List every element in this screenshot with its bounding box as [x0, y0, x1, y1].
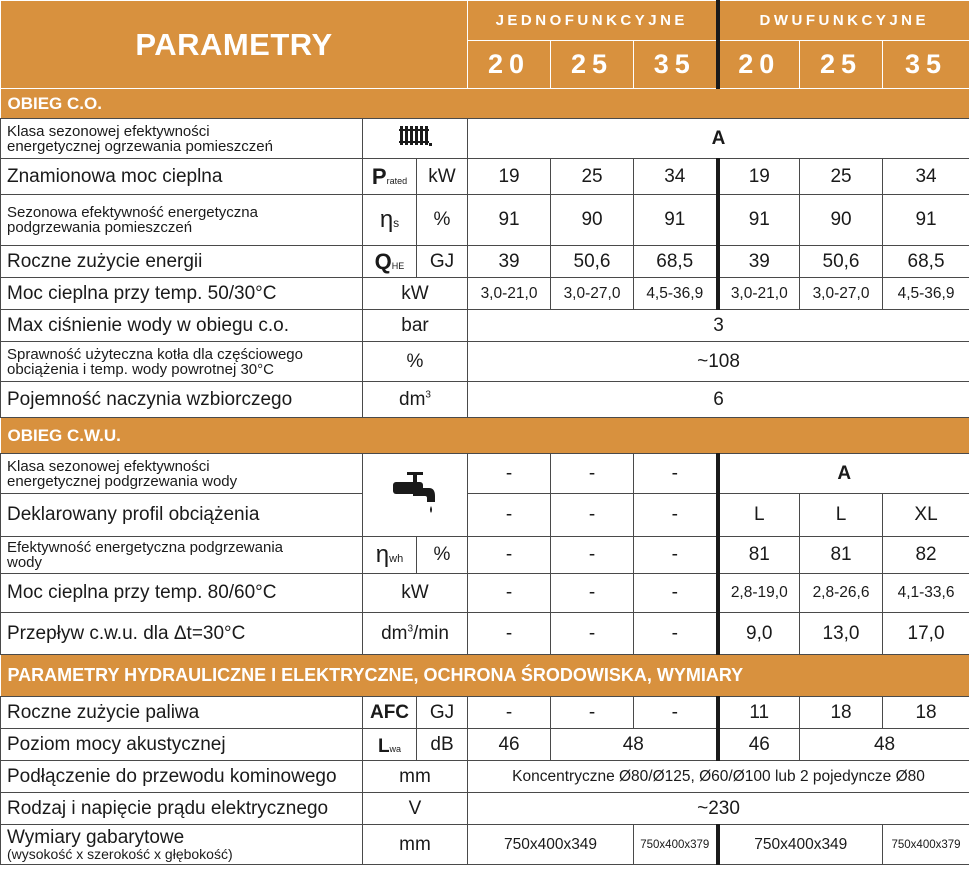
table-cell: 17,0 [883, 613, 969, 655]
unit: % [417, 537, 468, 574]
symbol: Prated [363, 159, 417, 195]
table-cell: 4,1-33,6 [883, 574, 969, 613]
row-label: Moc cieplna przy temp. 80/60°C [1, 574, 363, 613]
table-cell: Koncentryczne Ø80/Ø125, Ø60/Ø100 lub 2 pojedyncze Ø80 [468, 761, 969, 793]
table-cell: 2,8-19,0 [718, 574, 800, 613]
table-row [1, 310, 969, 342]
table-cell: 6 [468, 382, 969, 418]
table-row [1, 825, 969, 865]
table-cell: 46 [468, 729, 551, 761]
table-cell: 750x400x349 [718, 825, 883, 865]
section-header-cwu: OBIEG C.W.U. [1, 418, 969, 454]
table-cell: 91 [634, 195, 718, 246]
table-cell: L [718, 494, 800, 537]
table-cell: - [551, 697, 634, 729]
row-label: Efektywność energetyczna podgrzewania wody [1, 537, 363, 574]
unit: mm [363, 761, 468, 793]
row-label: Roczne zużycie energii [1, 246, 363, 278]
unit: kW [363, 574, 468, 613]
model-header: 25 [800, 41, 883, 89]
row-label: Klasa sezonowej efektywności energetycznej ogrzewania pomieszczeń [1, 119, 363, 159]
model-header: 20 [718, 41, 800, 89]
table-cell: 19 [718, 159, 800, 195]
section-header-hydraulic: PARAMETRY HYDRAULICZNE I ELEKTRYCZNE, OCHRONA ŚRODOWISKA, WYMIARY [1, 655, 969, 697]
table-cell: - [468, 494, 551, 537]
table-cell: 3,0-27,0 [800, 278, 883, 310]
energy-class-value: A [468, 119, 969, 159]
row-label: Moc cieplna przy temp. 50/30°C [1, 278, 363, 310]
model-header: 20 [468, 41, 551, 89]
unit: V [363, 793, 468, 825]
table-row [1, 159, 969, 195]
table-cell: 11 [718, 697, 800, 729]
radiator-icon [363, 119, 468, 159]
table-cell: 46 [718, 729, 800, 761]
table-row [1, 537, 969, 574]
table-cell: - [634, 613, 718, 655]
symbol: QHE [363, 246, 417, 278]
table-row [1, 761, 969, 793]
table-cell: 39 [468, 246, 551, 278]
table-cell: 34 [883, 159, 969, 195]
table-cell: 81 [718, 537, 800, 574]
row-label: Roczne zużycie paliwa [1, 697, 363, 729]
table-cell: 91 [718, 195, 800, 246]
table-cell: - [551, 537, 634, 574]
table-cell: 18 [800, 697, 883, 729]
table-row [1, 119, 969, 159]
row-label: Rodzaj i napięcie prądu elektrycznego [1, 793, 363, 825]
table-cell: ~108 [468, 342, 969, 382]
model-header: 35 [883, 41, 969, 89]
table-row [1, 342, 969, 382]
table-cell: 90 [800, 195, 883, 246]
table-row [1, 195, 969, 246]
table-cell: 19 [468, 159, 551, 195]
unit: % [363, 342, 468, 382]
table-cell: - [551, 454, 634, 494]
table-row [1, 729, 969, 761]
row-label: Znamionowa moc cieplna [1, 159, 363, 195]
table-title: PARAMETRY [1, 1, 468, 89]
section-header-co: OBIEG C.O. [1, 89, 969, 119]
table-cell: 4,5-36,9 [883, 278, 969, 310]
table-cell: - [551, 494, 634, 537]
unit: $dm^3/\min$ [363, 613, 468, 655]
model-header: 35 [634, 41, 718, 89]
table-cell: 50,6 [800, 246, 883, 278]
table-cell: 13,0 [800, 613, 883, 655]
table-cell: 9,0 [718, 613, 800, 655]
row-label: Klasa sezonowej efektywności energetycznej podgrzewania wody [1, 454, 363, 494]
table-cell: 50,6 [551, 246, 634, 278]
unit: $dm^3$ [363, 382, 468, 418]
table-cell: 90 [551, 195, 634, 246]
table-row [1, 697, 969, 729]
table-cell: 3,0-21,0 [718, 278, 800, 310]
table-cell: - [551, 574, 634, 613]
table-cell: 25 [800, 159, 883, 195]
table-row [1, 278, 969, 310]
table-cell: - [468, 574, 551, 613]
symbol: AFC [363, 697, 417, 729]
unit: kW [417, 159, 468, 195]
row-label: Podłączenie do przewodu kominowego [1, 761, 363, 793]
table-cell: - [634, 697, 718, 729]
table-cell: 91 [883, 195, 969, 246]
table-cell: 39 [718, 246, 800, 278]
row-label: Przepływ c.w.u. dla Δt=30°C [1, 613, 363, 655]
table-row [1, 382, 969, 418]
table-cell: 3 [468, 310, 969, 342]
group-header-single: JEDNOFUNKCYJNE [468, 1, 718, 41]
table-cell: 91 [468, 195, 551, 246]
row-label: Wymiary gabarytowe (wysokość x szerokość x głębokość) [1, 825, 363, 865]
unit: % [417, 195, 468, 246]
table-cell: 81 [800, 537, 883, 574]
row-label: Deklarowany profil obciążenia [1, 494, 363, 537]
table-cell: - [634, 574, 718, 613]
table-cell: 82 [883, 537, 969, 574]
table-cell: - [551, 613, 634, 655]
table-cell: 750x400x379 [634, 825, 718, 865]
row-label: Pojemność naczynia wzbiorczego [1, 382, 363, 418]
table-cell: 3,0-21,0 [468, 278, 551, 310]
table-row [1, 494, 969, 537]
table-row [1, 574, 969, 613]
unit: mm [363, 825, 468, 865]
table-cell: 34 [634, 159, 718, 195]
symbol: ηwh [363, 537, 417, 574]
row-label: Poziom mocy akustycznej [1, 729, 363, 761]
table-cell: - [634, 494, 718, 537]
table-cell: 48 [551, 729, 718, 761]
table-cell: 48 [800, 729, 969, 761]
table-cell: - [468, 537, 551, 574]
table-row [1, 613, 969, 655]
table-cell: 4,5-36,9 [634, 278, 718, 310]
table-row [1, 454, 969, 494]
table-cell: - [634, 454, 718, 494]
unit: bar [363, 310, 468, 342]
unit: GJ [417, 246, 468, 278]
row-label: Max ciśnienie wody w obiegu c.o. [1, 310, 363, 342]
unit: dB [417, 729, 468, 761]
energy-class-value: A [718, 454, 969, 494]
table-cell: 68,5 [634, 246, 718, 278]
table-cell: - [634, 537, 718, 574]
symbol: ηs [363, 195, 417, 246]
model-header: 25 [551, 41, 634, 89]
table-cell: - [468, 613, 551, 655]
table-row [1, 793, 969, 825]
group-header-double: DWUFUNKCYJNE [718, 1, 969, 41]
table-cell: 3,0-27,0 [551, 278, 634, 310]
unit: GJ [417, 697, 468, 729]
table-cell: 750x400x379 [883, 825, 969, 865]
table-cell: - [468, 697, 551, 729]
table-row [1, 246, 969, 278]
water-tap-icon [363, 454, 468, 537]
unit: kW [363, 278, 468, 310]
table-cell: 68,5 [883, 246, 969, 278]
row-label: Sezonowa efektywność energetyczna podgrzewania pomieszczeń [1, 195, 363, 246]
table-cell: 25 [551, 159, 634, 195]
symbol: Lwa [363, 729, 417, 761]
table-cell: XL [883, 494, 969, 537]
table-cell: 2,8-26,6 [800, 574, 883, 613]
table-cell: 18 [883, 697, 969, 729]
table-cell: ~230 [468, 793, 969, 825]
table-cell: 750x400x349 [468, 825, 634, 865]
row-label: Sprawność użyteczna kotła dla częściowego obciążenia i temp. wody powrotnej 30°C [1, 342, 363, 382]
table-cell: L [800, 494, 883, 537]
table-cell: - [468, 454, 551, 494]
